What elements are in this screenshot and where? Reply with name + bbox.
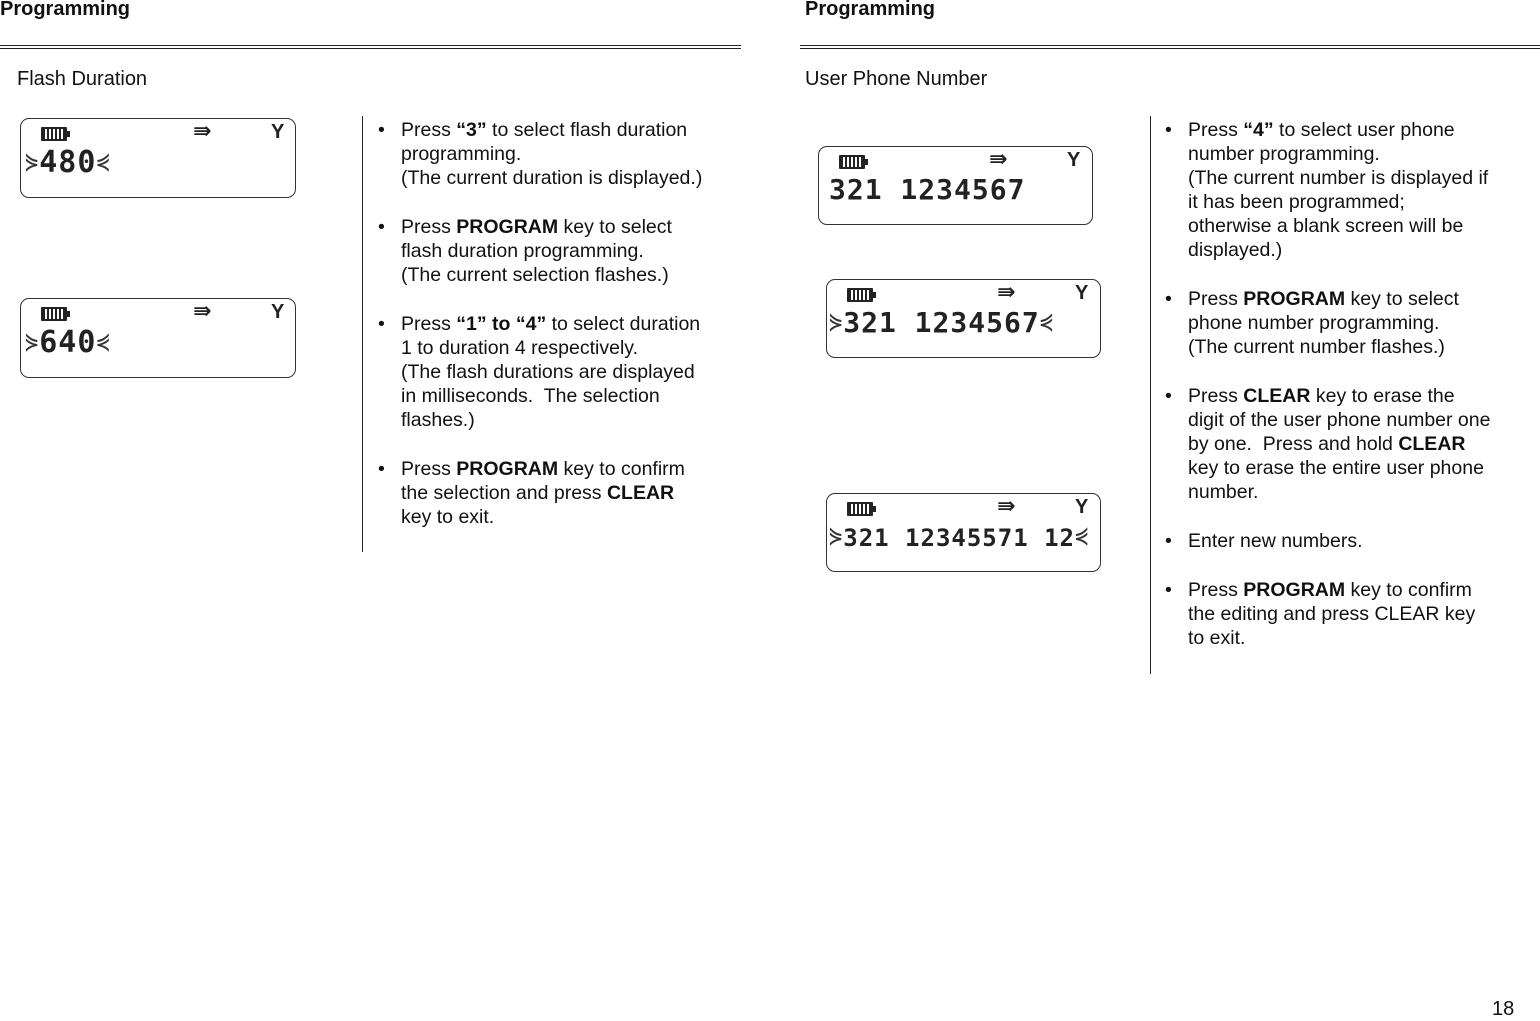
- instruction-bullet: [377, 118, 737, 190]
- right-section-title: User Phone Number: [805, 68, 988, 90]
- instruction-key-text: PROGRAM: [1243, 579, 1346, 601]
- lcd-digits: 321 1234567: [829, 173, 1026, 206]
- instruction-text: key to erase the digit of the user phone number one by one. Press and hold: [1188, 385, 1491, 455]
- bullet-icon: •: [1165, 579, 1172, 601]
- instruction-key-text: CLEAR: [1243, 385, 1311, 407]
- antenna-icon: Y: [1067, 149, 1081, 171]
- instruction-text: key to erase the entire user phone number.: [1188, 457, 1484, 503]
- left-column-divider: [362, 116, 363, 552]
- instruction-bullet: [1164, 287, 1534, 359]
- bullet-icon: •: [378, 313, 385, 335]
- instruction-text: key to exit.: [401, 506, 495, 528]
- intercom-arrow-icon: ⇛: [989, 146, 1008, 171]
- instruction-text: to select duration 1 to duration 4 respectively. (The flash durations are displayed in milliseconds. The selection flashes.): [401, 313, 701, 431]
- bullet-icon: •: [1165, 385, 1172, 407]
- instruction-key-text: PROGRAM: [456, 216, 559, 238]
- instruction-bullet: [377, 457, 737, 529]
- flash-indicator-icon: ⋞: [1039, 310, 1054, 335]
- instruction-text: to select user phone number programming. (The current number is displayed if it has been programmed; otherwise a blank screen will be displayed.): [1188, 119, 1489, 261]
- instruction-key-text: “3”: [456, 119, 487, 141]
- antenna-icon: Y: [1075, 282, 1089, 304]
- left-header-rule: [0, 45, 741, 46]
- lcd-screen-flash-1: [20, 118, 296, 198]
- instruction-bullet: [1164, 529, 1534, 553]
- flash-indicator-icon: ⋟: [829, 310, 844, 335]
- instruction-bullet: [1164, 118, 1534, 262]
- lcd-digits: ⋟480⋞: [25, 145, 111, 180]
- instruction-bullet: [1164, 578, 1534, 650]
- page-number: 18: [1492, 998, 1515, 1020]
- instruction-text: key to select phone number programming. (The current number flashes.): [1188, 288, 1459, 358]
- lcd-screen-flash-2: [20, 298, 296, 378]
- instruction-text: Press: [401, 458, 457, 480]
- intercom-arrow-icon: ⇛: [997, 279, 1016, 304]
- instruction-bullet: [377, 312, 737, 432]
- bullet-icon: •: [1165, 288, 1172, 310]
- flash-indicator-icon: ⋞: [1075, 524, 1090, 549]
- instruction-text: to select flash duration programming. (The current duration is displayed.): [401, 119, 703, 189]
- intercom-arrow-icon: ⇛: [193, 118, 212, 143]
- left-page-header: Programming: [0, 0, 131, 20]
- bullet-icon: •: [1165, 530, 1172, 552]
- right-page-header: Programming: [805, 0, 936, 20]
- instruction-bullet: [1164, 384, 1534, 504]
- instruction-key-text: PROGRAM: [1243, 288, 1346, 310]
- bullet-icon: •: [378, 458, 385, 480]
- right-instructions: [1164, 118, 1534, 675]
- bullet-icon: •: [378, 216, 385, 238]
- left-header-rule-2: [0, 48, 741, 49]
- instruction-text: Press: [1188, 385, 1244, 407]
- instruction-key-text: CLEAR: [606, 482, 675, 504]
- right-header-rule-2: [800, 48, 1540, 49]
- left-instructions: [377, 118, 737, 554]
- lcd-digits: ⋟321 1234567⋞: [829, 306, 1054, 339]
- instruction-text: key to confirm the editing and press CLEAR key to exit.: [1188, 579, 1476, 649]
- instruction-text: Press: [401, 216, 457, 238]
- instruction-key-text: “4”: [1243, 119, 1274, 141]
- flash-indicator-icon: ⋞: [96, 150, 111, 175]
- right-column-divider: [1150, 116, 1151, 674]
- left-section-title: Flash Duration: [17, 68, 148, 90]
- bullet-icon: •: [1165, 119, 1172, 141]
- lcd-digits: ⋟640⋞: [25, 325, 111, 360]
- intercom-arrow-icon: ⇛: [997, 493, 1016, 518]
- instruction-key-text: PROGRAM: [456, 458, 559, 480]
- instruction-key-text: CLEAR: [1398, 433, 1466, 455]
- instruction-text: Press: [401, 313, 457, 335]
- flash-indicator-icon: ⋟: [829, 524, 844, 549]
- instruction-text: Press: [401, 119, 457, 141]
- lcd-screen-phone-2: [826, 279, 1101, 358]
- battery-icon: [41, 307, 67, 321]
- antenna-icon: Y: [1075, 496, 1089, 518]
- instruction-text: Enter new numbers.: [1188, 530, 1363, 552]
- battery-icon: [839, 155, 865, 169]
- intercom-arrow-icon: ⇛: [193, 298, 212, 323]
- battery-icon: [847, 502, 873, 516]
- lcd-digits: ⋟321 12345571 12⋞: [829, 524, 1090, 552]
- instruction-text: key to select flash duration programming. (The current selection flashes.): [401, 216, 672, 286]
- instruction-text: Press: [1188, 288, 1244, 310]
- flash-indicator-icon: ⋟: [25, 330, 40, 355]
- flash-indicator-icon: ⋞: [96, 330, 111, 355]
- instruction-text: key to confirm the selection and press: [401, 458, 685, 504]
- battery-icon: [41, 127, 67, 141]
- instruction-text: Press: [1188, 579, 1244, 601]
- instruction-bullet: [377, 215, 737, 287]
- bullet-icon: •: [378, 119, 385, 141]
- instruction-key-text: “1” to “4”: [456, 313, 547, 335]
- antenna-icon: Y: [271, 301, 285, 323]
- right-header-rule: [800, 45, 1540, 46]
- flash-indicator-icon: ⋟: [25, 150, 40, 175]
- antenna-icon: Y: [271, 121, 285, 143]
- lcd-screen-phone-3: [826, 493, 1101, 572]
- lcd-screen-phone-1: [818, 146, 1093, 225]
- battery-icon: [847, 288, 873, 302]
- instruction-text: Press: [1188, 119, 1244, 141]
